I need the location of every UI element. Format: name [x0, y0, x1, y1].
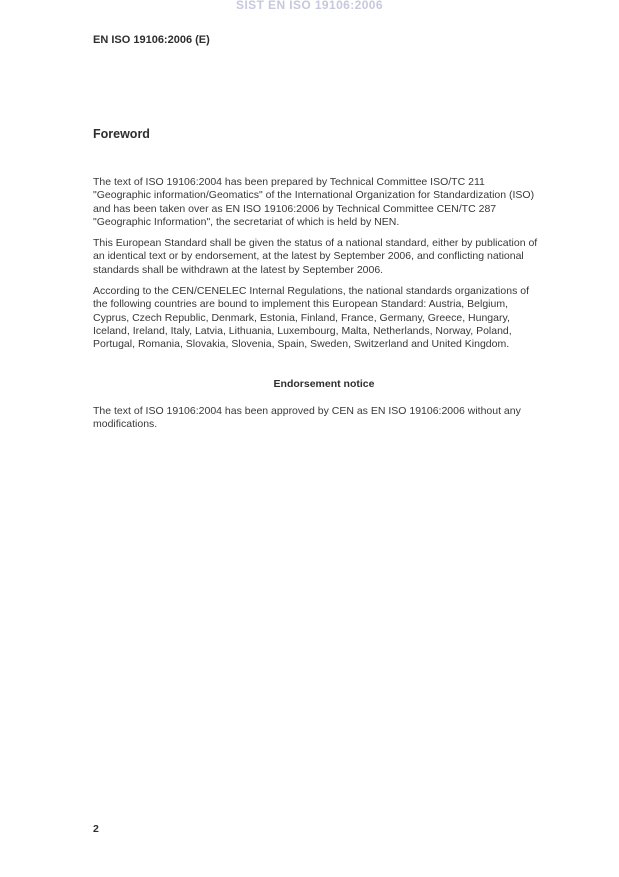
paragraph-line: "Geographic Information", the secretariat of which is held by NEN. [93, 215, 400, 228]
foreword-paragraph-2 [93, 237, 563, 277]
endorsement-paragraph [93, 405, 563, 432]
paragraph-line: Portugal, Romania, Slovakia, Slovenia, Spain, Sweden, Switzerland and United Kingdom. [93, 338, 510, 351]
paragraph-line: the following countries are bound to implement this European Standard: Austria, Belgium, [93, 298, 508, 311]
paragraph-line: standards shall be withdrawn at the latest by September 2006. [93, 263, 384, 276]
paragraph-line: Cyprus, Czech Republic, Denmark, Estonia, Finland, France, Germany, Greece, Hungary, [93, 311, 510, 324]
endorsement-notice-heading: Endorsement notice [273, 378, 375, 390]
paragraph-line: "Geographic information/Geomatics" of the International Organization for Standardization (ISO) [93, 189, 535, 202]
paragraph-line: an identical text or by endorsement, at the latest by September 2006, and conflicting national [93, 250, 524, 263]
paragraph-line: modifications. [93, 418, 158, 431]
foreword-paragraph-1 [93, 176, 563, 229]
paragraph-line: This European Standard shall be given the status of a national standard, either by publication of [93, 237, 538, 250]
watermark-header: SIST EN ISO 19106:2006 [236, 0, 383, 12]
foreword-paragraph-3 [93, 285, 563, 351]
paragraph-line: and has been taken over as EN ISO 19106:2006 by Technical Committee CEN/TC 287 [93, 202, 497, 215]
paragraph-line: According to the CEN/CENELEC Internal Regulations, the national standards organizations of [93, 285, 529, 298]
document-reference: EN ISO 19106:2006 (E) [93, 34, 210, 46]
foreword-body [93, 176, 563, 360]
foreword-heading: Foreword [93, 127, 150, 141]
paragraph-line: Iceland, Ireland, Italy, Latvia, Lithuania, Luxembourg, Malta, Netherlands, Norway, Poland, [93, 324, 512, 337]
paragraph-line: The text of ISO 19106:2004 has been approved by CEN as EN ISO 19106:2006 without any [93, 405, 521, 417]
paragraph-line: The text of ISO 19106:2004 has been prepared by Technical Committee ISO/TC 211 [93, 176, 485, 188]
page-number: 2 [93, 823, 99, 835]
